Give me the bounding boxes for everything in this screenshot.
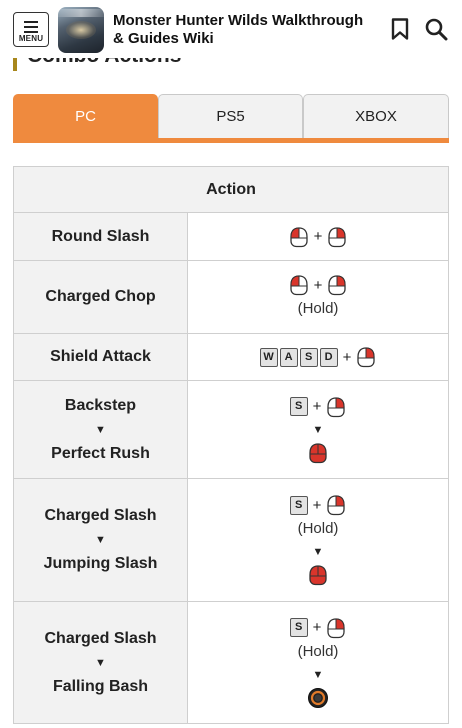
right-mouse-button-icon [325, 617, 347, 639]
plus-sign: + [312, 619, 322, 636]
action-name-text: Backstep [64, 396, 137, 414]
table-row [14, 213, 449, 261]
plus-sign: + [313, 228, 323, 245]
down-arrow-icon: ▼ [312, 423, 324, 436]
key-s: S [290, 397, 308, 416]
action-name [14, 479, 188, 602]
key-s: S [290, 496, 308, 515]
action-name [14, 334, 188, 381]
both-mouse-buttons-icon [307, 564, 329, 586]
right-mouse-button-icon [325, 494, 347, 516]
action-keys [188, 479, 449, 602]
action-keys [188, 334, 449, 381]
table-header-action: Action [14, 167, 449, 213]
menu-button[interactable] [13, 12, 49, 47]
down-arrow-icon: ▼ [312, 546, 324, 558]
both-mouse-buttons-icon [307, 442, 329, 464]
table-row [14, 602, 449, 724]
table-row [14, 479, 449, 602]
plus-sign: + [312, 496, 322, 514]
down-arrow-icon: ▼ [95, 423, 106, 436]
site-title[interactable]: Monster Hunter Wilds Walkthrough & Guides Wiki [113, 12, 364, 47]
left-mouse-button-icon [288, 226, 310, 248]
action-name [14, 261, 188, 334]
hold-label: (Hold) [297, 300, 339, 317]
action-keys [188, 602, 449, 724]
right-mouse-button-icon [326, 274, 348, 296]
key-w: W [260, 348, 278, 367]
tab-underline [13, 138, 449, 143]
plus-sign: + [312, 398, 322, 415]
action-name-text: Jumping Slash [43, 555, 158, 572]
tab-xbox[interactable]: XBOX [303, 94, 449, 138]
table-row [14, 381, 449, 479]
tab-pc[interactable]: PC [13, 94, 158, 138]
bookmark-icon[interactable] [388, 17, 412, 41]
key-s: S [300, 348, 318, 367]
site-header [0, 0, 462, 58]
platform-tabs [13, 94, 449, 143]
hold-label: (Hold) [297, 520, 339, 537]
action-name-text: Shield Attack [50, 348, 151, 365]
plus-sign: + [342, 348, 352, 366]
action-name-text: Charged Chop [45, 288, 156, 305]
mouse-wheel-icon [307, 687, 329, 709]
hold-label: (Hold) [297, 642, 339, 660]
game-logo[interactable] [58, 7, 104, 53]
key-s: S [290, 618, 308, 637]
action-name [14, 602, 188, 724]
table-row [14, 334, 449, 381]
combo-table [13, 166, 449, 724]
action-name-text: Falling Bash [52, 677, 149, 695]
left-mouse-button-icon [288, 274, 310, 296]
action-name-text: Perfect Rush [51, 444, 150, 462]
action-name-text: Round Slash [51, 227, 150, 245]
action-name-text: Charged Slash [44, 629, 157, 647]
right-mouse-button-icon [325, 396, 347, 418]
plus-sign: + [313, 276, 323, 294]
table-row [14, 261, 449, 334]
right-mouse-button-icon [355, 346, 377, 368]
key-d: D [320, 348, 338, 367]
tab-ps5[interactable]: PS5 [158, 94, 303, 138]
action-keys [188, 261, 449, 334]
action-keys [188, 213, 449, 261]
down-arrow-icon: ▼ [95, 656, 106, 669]
key-a: A [280, 348, 298, 367]
menu-label: MENU [18, 34, 44, 43]
action-name [14, 213, 188, 261]
search-icon[interactable] [424, 17, 448, 41]
down-arrow-icon: ▼ [95, 534, 106, 546]
right-mouse-button-icon [326, 226, 348, 248]
action-keys [188, 381, 449, 479]
action-name [14, 381, 188, 479]
down-arrow-icon: ▼ [312, 668, 324, 681]
action-name-text: Charged Slash [44, 507, 157, 524]
